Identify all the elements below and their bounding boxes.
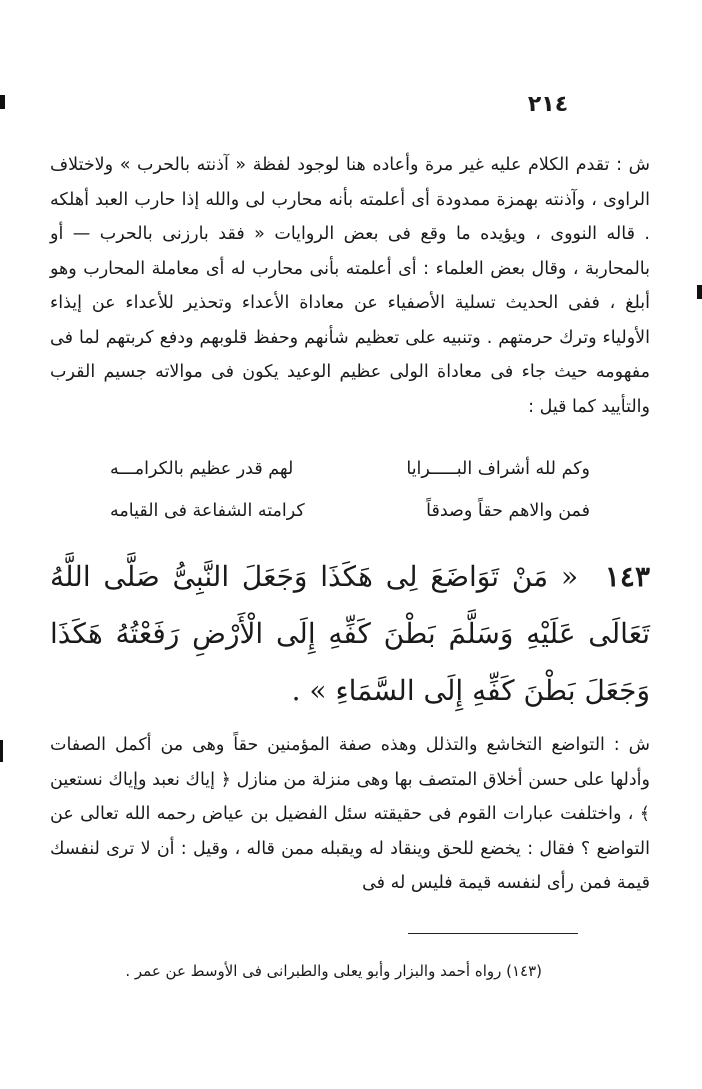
page-edge-mark <box>0 95 5 109</box>
poem-line <box>110 490 590 532</box>
page-number: ٢١٤ <box>527 92 569 117</box>
commentary-paragraph <box>50 728 650 901</box>
footnote: (١٤٣) رواه أحمد والبزار وأبو يعلى والطبرانى فى الأوسط عن عمر . <box>125 962 542 980</box>
poem-first-hemistich: وكم لله أشراف البـــــرايا <box>406 459 590 479</box>
commentary-text: ش : تقدم الكلام عليه غير مرة وأعاده هنا لوجود لفظة « آذنته بالحرب » ولاختلاف الراوى ، وآذنته بهمزة ممدودة أى أعلمته بأنه محارب لى والله إذا حارب العبد أهلكه . قاله النووى ، ويؤيده ما وقع فى بعض الروايات « فقد بارزنى بالحرب — أو بالمحاربة ، وقال بعض العلماء : أى أعلمته بأنى محارب له أى معاملة المحارب وهو أبلغ ، ففى الحديث تسلية الأصفياء عن معاداة الأعداء وتحذير للأعداء عن إيذاء الأولياء وترك حرمتهم . وتنبيه على تعظيم شأنهم وحفظ قلوبهم ودفع كربتهم لما فى مفهومه حيث جاء فى معاداة الولى عظيم الوعيد يكون فى موالاته جسيم القرب والتأييد كما قيل : <box>50 155 650 417</box>
hadith-text-block <box>50 548 650 719</box>
hadith-number: ١٤٣ <box>604 560 651 593</box>
poem-second-hemistich: كرامته الشفاعة فى القيامه <box>110 501 305 521</box>
poem-second-hemistich: لهم قدر عظيم بالكرامـــه <box>110 459 294 479</box>
page-edge-mark <box>697 285 702 299</box>
commentary-text: ش : التواضع التخاشع والتذلل وهذه صفة المؤمنين حقاً وهى من أكمل الصفات وأدلها على حسن أخلاق المتصف بها وهى منزلة من منازل ﴿ إياك نعبد وإياك نستعين ﴾ ، واختلفت عبارات القوم فى حقيقته سئل الفضيل بن عياض رحمه الله تعالى عن التواضع ؟ فقال : يخضع للحق وينقاد له ويقبله ممن قاله ، وقيل : أن لا ترى لنفسك قيمة فمن رأى لنفسه قيمة فليس له فى <box>50 735 650 893</box>
commentary-paragraph <box>50 148 650 424</box>
poem-first-hemistich: فمن والاهم حقاً وصدقاً <box>426 501 590 521</box>
footnote-divider <box>408 933 578 934</box>
poem-line <box>110 448 590 490</box>
page-edge-mark <box>0 740 3 762</box>
poem <box>110 448 590 532</box>
hadith-text: « مَنْ تَوَاضَعَ لِى هَكَذَا وَجَعَلَ النَّبِىُّ صَلَّى اللَّهُ تَعَالَى عَلَيْهِ وَسَلَّمَ بَطْنَ كَفِّهِ إِلَى الْأَرْضِ رَفَعْتُهُ هَكَذَا وَجَعَلَ بَطْنَ كَفِّهِ إِلَى السَّمَاءِ » . <box>50 560 650 707</box>
